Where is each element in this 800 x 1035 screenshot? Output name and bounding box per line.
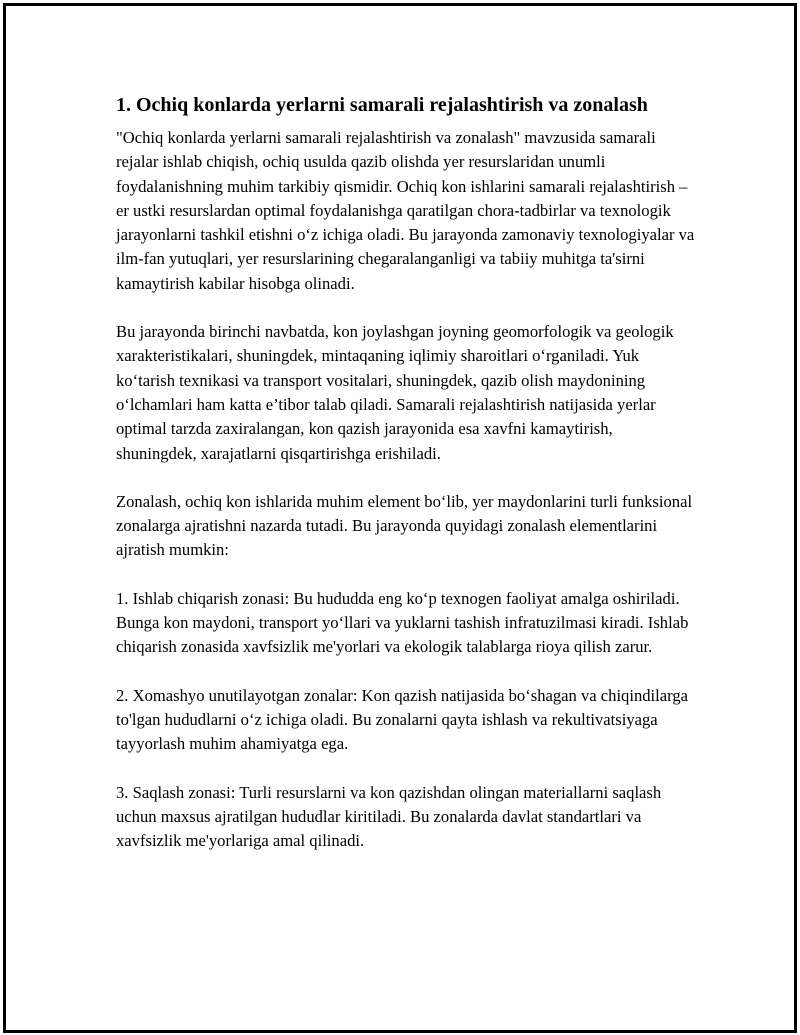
- document-body: [116, 92, 696, 877]
- document-heading: 1. Ochiq konlarda yerlarni samarali rejalashtirish va zonalash: [116, 94, 648, 116]
- paragraph-first-step: Bu jarayonda birinchi navbatda, kon joylashgan joyning geomorfologik va geologik xarakteristikalari, shuningdek, mintaqaning iqlimiy sharoitlari o‘rganiladi. Yuk ko‘tarish texnikasi va transport vositalari, shuningdek, qazib olish maydonining o‘lchamlari ham katta e’tibor talab qiladi. Samarali rejalashtirish natijasida yerlar optimal tarzda zaxiralangan, kon qazish jarayonida esa xavfni kamaytirish, shuningdek, xarajatlarni qisqartirishga erishiladi.: [116, 322, 674, 463]
- list-item-production-zone: 1. Ishlab chiqarish zonasi: Bu hududda eng ko‘p texnogen faoliyat amalga oshiriladi. Bunga kon maydoni, transport yo‘llari va yuklarni tashish infratuzilmasi kiradi. Ishlab chiqarish zonasida xavfsizlik me'yorlari va ekologik talablarga rioya qilish zarur.: [116, 588, 689, 657]
- list-item-storage-zone: 3. Saqlash zonasi: Turli resurslarni va kon qazishdan olingan materiallarni saqlash uchun maxsus ajratilgan hududlar kiritiladi. Bu zonalarda davlat standartlari va xavfsizlik me'yorlariga amal qilinadi.: [116, 782, 662, 851]
- list-item-waste-zone: 2. Xomashyo unutilayotgan zonalar: Kon qazish natijasida bo‘shagan va chiqindilarga to'lgan hududlarni o‘z ichiga oladi. Bu zonalarni qayta ishlash va rekultivatsiyaga tayyorlash muhim ahamiyatga ega.: [116, 685, 689, 754]
- paragraph-zoning: Zonalash, ochiq kon ishlarida muhim element bo‘lib, yer maydonlarini turli funksional zonalarga ajratishni nazarda tutadi. Bu jarayonda quyidagi zonalash elementlarini ajratish mumkin:: [116, 491, 693, 560]
- paragraph-intro: "Ochiq konlarda yerlarni samarali rejalashtirish va zonalash" mavzusida samarali rejalar ishlab chiqish, ochiq usulda qazib olishda yer resurslaridan unumli foydalanishning muhim tarkibiy qismidir. Ochiq kon ishlarini samarali rejalashtirish – er ustki resurslardan optimal foydalanishga qaratilgan chora-tadbirlar va texnologik jarayonlarni tashkil etishni o‘z ichiga oladi. Bu jarayonda zamonaviy texnologiyalar va ilm-fan yutuqlari, yer resurslarining chegaralanganligi va tabiiy muhitga ta'sirni kamaytirish kabilar hisobga olinadi.: [116, 128, 695, 293]
